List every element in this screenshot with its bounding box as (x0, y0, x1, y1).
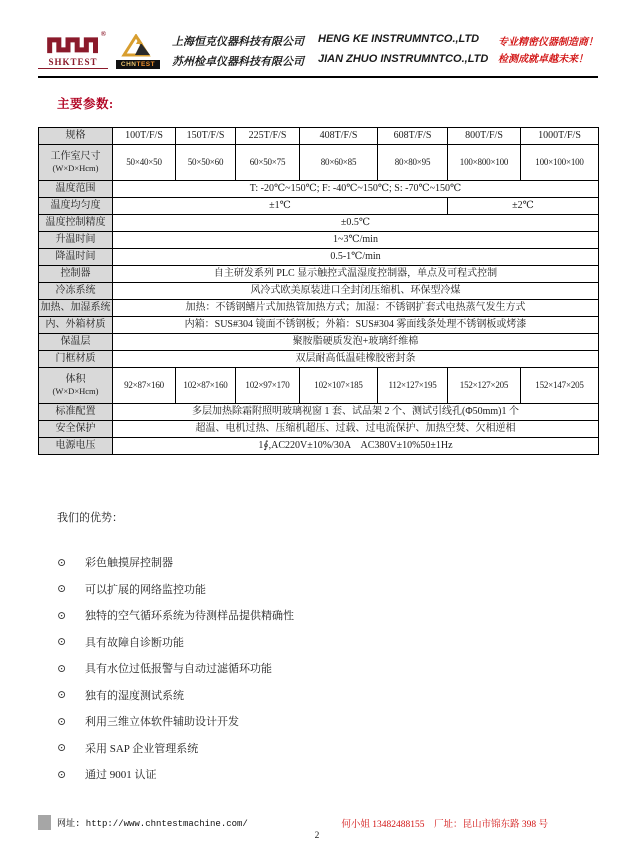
list-item (57, 661, 598, 675)
bullet-icon: ⊙ (57, 609, 67, 622)
chntest-logo (116, 34, 160, 69)
chntest-wordmark: CHNTEST (116, 60, 160, 69)
bullet-icon: ⊙ (57, 662, 67, 675)
company-cn-1: 上海恒克仪器科技有限公司 (172, 36, 304, 48)
row-label: 体积 (W×D×Hcm) (39, 368, 113, 404)
slogan-line-1: 专业精密仪器制造商！ (498, 37, 598, 48)
registered-trademark-icon: ® (100, 29, 106, 38)
spec-table (38, 127, 599, 455)
spec-cell: 408T/F/S (300, 128, 378, 145)
chntest-triangle-icon (121, 34, 155, 58)
advantages-list (57, 555, 598, 781)
company-en-1: HENG KE INSTRUMNTCO.,LTD (318, 33, 480, 45)
row-label: 规格 (39, 128, 113, 145)
shktest-wordmark: SHKTEST (38, 57, 108, 69)
spec-cell: 60×50×75 (236, 145, 300, 181)
row-label: 升温时间 (39, 232, 113, 249)
spec-cell: 内箱：SUS#304 镜面不锈钢板；外箱：SUS#304 雾面线条处理不锈钢板或烤漆 (113, 317, 599, 334)
spec-cell: 超温、电机过热、压缩机超压、过载、过电流保护、加热空焚、欠相逆相 (113, 421, 599, 438)
advantage-text: 彩色触摸屏控制器 (85, 557, 173, 569)
spec-cell: 1∮,AC220V±10%/30A AC380V±10%50±1Hz (113, 438, 599, 455)
table-row-insulation (39, 334, 599, 351)
spec-cell: 152×147×205 (521, 368, 599, 404)
spec-cell: ±0.5℃ (113, 215, 599, 232)
page-footer (38, 815, 598, 830)
spec-cell: 225T/F/S (236, 128, 300, 145)
spec-cell: 50×40×50 (113, 145, 176, 181)
advantage-text: 通过 9001 认证 (85, 769, 157, 781)
row-label: 门框材质 (39, 351, 113, 368)
row-label: 温度范围 (39, 181, 113, 198)
list-item (57, 635, 598, 649)
bullet-icon: ⊙ (57, 715, 67, 728)
table-row-overall-size (39, 368, 599, 404)
spec-cell: 双层耐高低温硅橡胶密封条 (113, 351, 599, 368)
spec-cell: 112×127×195 (378, 368, 448, 404)
bullet-icon: ⊙ (57, 636, 67, 648)
advantage-text: 可以扩展的网络监控功能 (85, 583, 206, 596)
spec-cell: 1000T/F/S (521, 128, 599, 145)
table-row-chamber-size (39, 145, 599, 181)
spec-cell: 0.5-1℃/min (113, 249, 599, 266)
spec-cell: 102×97×170 (236, 368, 300, 404)
row-label: 标准配置 (39, 404, 113, 421)
advantage-text: 具有水位过低报警与自动过滤循环功能 (85, 663, 272, 675)
bullet-icon: ⊙ (57, 583, 67, 595)
bullet-icon: ⊙ (57, 742, 67, 754)
shktest-logo (38, 29, 108, 69)
table-row-temp-uniformity (39, 198, 599, 215)
list-item (57, 608, 598, 622)
advantage-text: 利用三维立体软件辅助设计开发 (85, 716, 239, 728)
brand-slogans (498, 34, 598, 68)
row-label: 加热、加湿系统 (39, 300, 113, 317)
spec-cell: 加热：不锈钢鳍片式加热管加热方式；加湿：不锈钢扩套式电热蒸气发生方式 (113, 300, 599, 317)
company-en-2: JIAN ZHUO INSTRUMNTCO.,LTD (318, 53, 489, 65)
list-item (57, 582, 598, 596)
row-label: 电源电压 (39, 438, 113, 455)
table-row-heating-humidifying (39, 300, 599, 317)
table-row-door-seal (39, 351, 599, 368)
advantage-text: 采用 SAP 企业管理系统 (85, 742, 199, 755)
spec-cell: ±1℃ (113, 198, 448, 215)
spec-cell: 100×800×100 (448, 145, 521, 181)
spec-cell: 152×127×205 (448, 368, 521, 404)
contact-info: 何小姐 13482488155 厂址：昆山市锦东路 398 号 (341, 819, 548, 830)
table-row-standard-config (39, 404, 599, 421)
advantages-title: 我们的优势： (57, 512, 123, 524)
bullet-icon: ⊙ (57, 556, 67, 569)
spec-cell: 80×80×95 (378, 145, 448, 181)
table-row-refrigeration (39, 283, 599, 300)
spec-cell: 100T/F/S (113, 128, 176, 145)
spec-cell: 1~3℃/min (113, 232, 599, 249)
bullet-icon: ⊙ (57, 689, 67, 701)
spec-cell: 100×100×100 (521, 145, 599, 181)
spec-cell: T: -20℃~150℃; F: -40℃~150℃; S: -70℃~150℃ (113, 181, 599, 198)
row-label: 安全保护 (39, 421, 113, 438)
spec-cell: 风冷式欧美原装进口全封闭压缩机、环保型冷煤 (113, 283, 599, 300)
spec-cell: 92×87×160 (113, 368, 176, 404)
table-row-heatup-time (39, 232, 599, 249)
spec-cell: 多层加热除霜附照明玻璃视窗 1 套、试品架 2 个、测试引线孔(Φ50mm)1 个 (113, 404, 599, 421)
advantage-text: 独有的湿度测试系统 (85, 689, 184, 702)
spec-cell: 150T/F/S (176, 128, 236, 145)
row-label: 工作室尺寸 (W×D×Hcm) (39, 145, 113, 181)
shktest-waveform-icon (45, 34, 101, 54)
table-row-power-supply (39, 438, 599, 455)
list-item (57, 767, 598, 781)
company-names (172, 33, 488, 69)
bullet-icon: ⊙ (57, 768, 67, 781)
company-cn-2: 苏州检卓仪器科技有限公司 (172, 56, 304, 68)
website-url: 网址: http://www.chntestmachine.com/ (57, 819, 248, 829)
advantage-text: 具有故障自诊断功能 (85, 636, 184, 649)
footer-marker-icon (38, 815, 51, 830)
row-label: 控制器 (39, 266, 113, 283)
table-row-temp-range (39, 181, 599, 198)
advantage-text: 独特的空气循环系统为待测样品提供精确性 (85, 610, 294, 622)
spec-cell: 50×50×60 (176, 145, 236, 181)
table-row-temp-accuracy (39, 215, 599, 232)
row-label: 温度均匀度 (39, 198, 113, 215)
row-label: 内、外箱材质 (39, 317, 113, 334)
page-header (38, 29, 598, 78)
list-item (57, 714, 598, 728)
spec-cell: 608T/F/S (378, 128, 448, 145)
table-row-safety-protection (39, 421, 599, 438)
spec-cell: 80×60×85 (300, 145, 378, 181)
spec-cell: ±2℃ (448, 198, 599, 215)
section-title-main-parameters: 主要参数: (57, 97, 114, 111)
spec-cell: 自主研发系列 PLC 显示触控式温湿度控制器，单点及可程式控制 (113, 266, 599, 283)
table-row-cabinet-material (39, 317, 599, 334)
row-label: 保温层 (39, 334, 113, 351)
row-label: 冷冻系统 (39, 283, 113, 300)
table-row-controller (39, 266, 599, 283)
list-item (57, 741, 598, 755)
row-label: 降温时间 (39, 249, 113, 266)
spec-cell: 聚胺脂硬质发泡+玻璃纤维棉 (113, 334, 599, 351)
list-item (57, 555, 598, 569)
slogan-line-2: 检测成就卓越未来！ (498, 54, 588, 65)
page-number: 2 (314, 831, 320, 841)
spec-cell: 102×107×185 (300, 368, 378, 404)
spec-cell: 102×87×160 (176, 368, 236, 404)
row-label: 温度控制精度 (39, 215, 113, 232)
list-item (57, 688, 598, 702)
table-row-models (39, 128, 599, 145)
spec-cell: 800T/F/S (448, 128, 521, 145)
table-row-cooldown-time (39, 249, 599, 266)
